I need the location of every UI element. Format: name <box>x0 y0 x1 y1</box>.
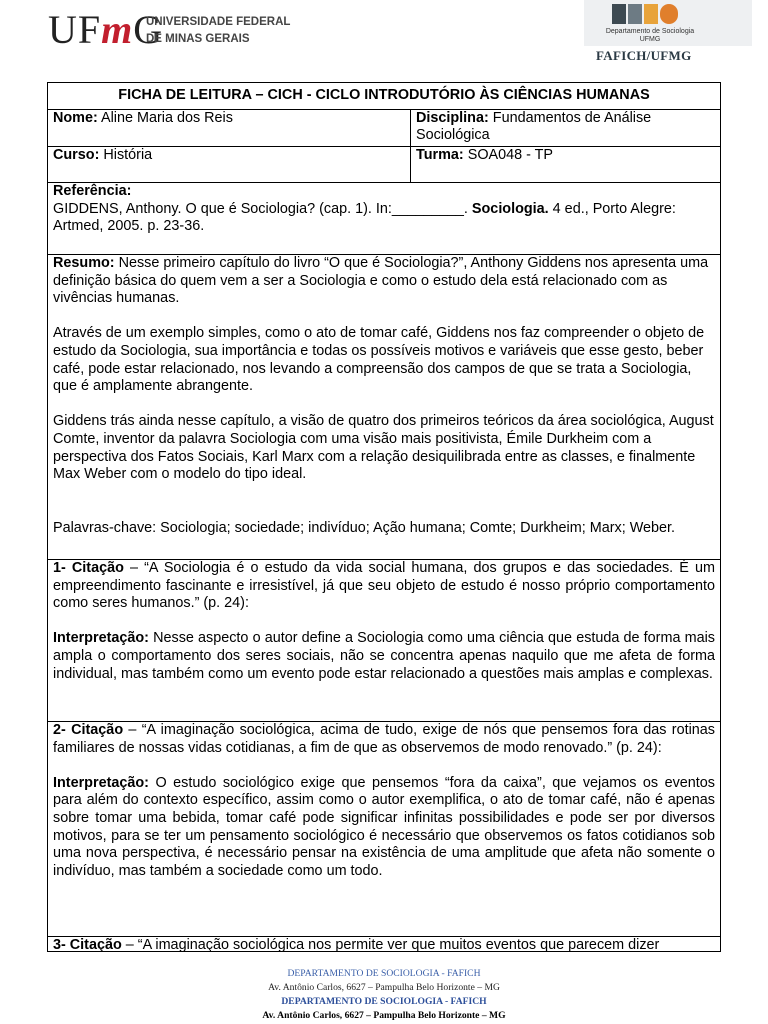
citation-2-section <box>48 722 720 937</box>
department-logo-name: FAFICH/UFMG <box>596 48 692 63</box>
department-logo-box <box>584 0 752 46</box>
summary-paragraph-3: Giddens trás ainda nesse capítulo, a visão de quatro dos primeiros teóricos da área sociológica, August Comte, inventor da palavra Sociologia com uma visão mais positivista, Émile Durkheim com a perspectiva dos Fatos Sociais, Karl Marx com a relação desiquilibrada entre as classes, e finalmente Max Weber com o modelo do tipo ideal. <box>53 413 714 483</box>
footer-department-line-2: DEPARTAMENTO DE SOCIOLOGIA - FAFICH <box>281 996 487 1007</box>
ufmg-logo <box>48 7 291 54</box>
institution-line-1: UNIVERSIDADE FEDERAL <box>146 16 291 28</box>
reference-text-part-1: GIDDENS, Anthony. O que é Sociologia? (cap. 1). In:_________. <box>53 200 472 217</box>
course-class-row <box>48 147 720 183</box>
citation-3 <box>53 937 715 952</box>
citation-1 <box>53 560 715 613</box>
institution-line-2: DE MINAS GERAIS <box>146 33 250 45</box>
department-logo-caption <box>590 28 710 44</box>
footer-department-line-1: DEPARTAMENTO DE SOCIOLOGIA - FAFICH <box>287 968 481 979</box>
class-label: Turma: <box>416 147 464 163</box>
discipline-value: Fundamentos de Análise Sociológica <box>416 110 652 143</box>
class-value: SOA048 - TP <box>463 147 554 163</box>
interpretation-2-text: O estudo sociológico exige que pensemos “fora da caixa”, que vejamos os eventos para além do contexto específico, assim como o autor exemplifica, o ato de tomar café, não é apenas sobre tomar uma bebida, tomar café pode significar infinitas possibilidades e pode ser por diversos motivos, para se ter um pensamento sociológico é necessário que observemos os fatos cotidianos sob uma nova perspectiva, é necessário pensar na existência de uma amplitude que afeta não somente o indivíduo, mas também a sociedade como um todo. <box>53 774 715 879</box>
sheet-title: FICHA DE LEITURA – CICH - CICLO INTRODUTÓRIO ÀS CIÊNCIAS HUMANAS <box>48 83 720 110</box>
reading-sheet-table <box>47 82 721 952</box>
ufmg-institution-name <box>146 14 291 48</box>
course-value: História <box>99 147 153 163</box>
citation-1-section <box>48 560 720 722</box>
class-cell <box>411 147 720 182</box>
course-cell <box>48 147 411 182</box>
interpretation-2-label: Interpretação: <box>53 774 149 791</box>
reference-section <box>48 183 720 255</box>
citation-2-label: 2- Citação <box>53 722 124 738</box>
footer-address-line-1: Av. Antônio Carlos, 6627 – Pampulha Belo Horizonte – MG <box>268 982 500 993</box>
summary-paragraph-1 <box>53 255 715 308</box>
name-label: Nome: <box>53 110 98 126</box>
citation-2 <box>53 722 715 757</box>
ufmg-wordmark-m: m <box>101 7 134 52</box>
summary-section <box>48 255 720 560</box>
citation-2-text: – “A imaginação sociológica, acima de tudo, exige de nós que pensemos fora das rotinas familiares de nossas vidas cotidianas, a fim de que as observemos de modo renovado.” (p. 24): <box>53 722 715 756</box>
citation-1-text: – “A Sociologia é o estudo da vida social humana, dos grupos e das sociedades. É um empreendimento fascinante e irresistível, já que seu objeto de estudo é nosso próprio comportamento como seres humanos.” (p. 24): <box>53 560 715 612</box>
interpretation-1-text: Nesse aspecto o autor define a Sociologia como uma ciência que estuda de forma mais ampla o comportamento dos seres sociais, não se concentra apenas naquilo que me afeta de forma individual, mas também como um evento pode estar relacionado a questões mais amplas e complexas. <box>53 630 715 682</box>
department-emblem-icon <box>612 2 680 26</box>
summary-paragraph-2: Através de um exemplo simples, como o ato de tomar café, Giddens nos faz compreender o objeto de estudo da Sociologia, sua importância e todas os possíveis motivos e variáveis que esse gesto, beber café, pode estar relacionado, nos levando a compreensão dos campos de que se trata a Sociologia, que é amplamente abrangente. <box>53 325 705 395</box>
course-label: Curso: <box>53 147 100 163</box>
name-value: Aline Maria dos Reis <box>97 110 233 126</box>
summary-label: Resumo: <box>53 255 115 271</box>
interpretation-2 <box>53 775 715 881</box>
citation-1-label: 1- Citação <box>53 560 124 576</box>
discipline-cell <box>411 110 720 146</box>
reference-text <box>53 201 715 236</box>
summary-text-1: Nesse primeiro capítulo do livro “O que é Sociologia?”, Anthony Giddens nos apresenta uma definição básica do quem vem a ser a Sociologia e como o estudo dela está relacionado com as vivências humanas. <box>53 255 709 307</box>
reference-book-title: Sociologia. <box>471 200 549 217</box>
ufmg-wordmark-left: UF <box>48 7 102 52</box>
reference-label: Referência: <box>53 183 132 199</box>
citation-3-section <box>48 937 720 952</box>
reference-text-part-2: 4 ed., Porto Alegre: Artmed, 2005. p. 23-36. <box>53 200 676 235</box>
ufmg-wordmark-right: G <box>133 7 164 52</box>
citation-3-text: – “A imaginação sociológica nos permite ver que muitos eventos que parecem dizer <box>121 937 660 952</box>
footer-address-line-2: Av. Antônio Carlos, 6627 – Pampulha Belo Horizonte – MG <box>262 1010 506 1021</box>
department-logo <box>584 0 752 72</box>
interpretation-1-label: Interpretação: <box>53 630 149 647</box>
interpretation-1 <box>53 630 715 683</box>
keywords: Palavras-chave: Sociologia; sociedade; indivíduo; Ação humana; Comte; Durkheim; Marx; Weber. <box>53 519 676 536</box>
department-caption-line-1: Departamento de Sociologia <box>605 28 695 35</box>
department-caption-line-2: UFMG <box>639 36 661 43</box>
discipline-label: Disciplina: <box>416 110 489 126</box>
name-discipline-row <box>48 110 720 147</box>
citation-3-label: 3- Citação <box>53 937 122 952</box>
name-cell <box>48 110 411 146</box>
